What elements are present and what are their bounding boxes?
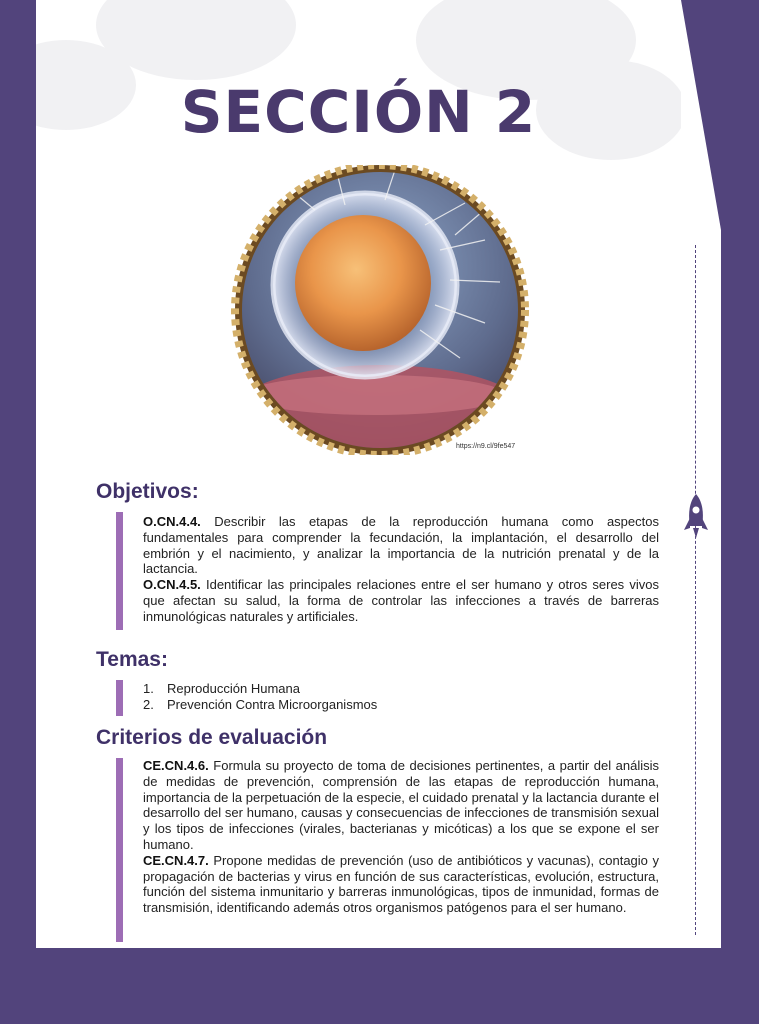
temas-heading: Temas: [96, 648, 168, 671]
objetivo-item [143, 577, 659, 624]
tema-item [143, 681, 377, 697]
rocket-icon [681, 492, 711, 542]
temas-accent-bar [116, 680, 123, 716]
objetivos-heading: Objetivos: [96, 480, 199, 503]
tema-number: 2. [143, 697, 154, 712]
dashed-guide-line [695, 245, 696, 935]
criterios-list [143, 758, 659, 916]
objetivo-code: O.CN.4.5. [143, 577, 201, 593]
egg-cell-image [225, 165, 535, 455]
objetivos-accent-bar [116, 512, 123, 630]
criterios-heading: Criterios de evaluación [96, 726, 328, 749]
page-title: SECCIÓN 2 [180, 78, 537, 146]
criterio-text: Propone medidas de prevención (uso de antibióticos y vacunas), contagio y propagación de bacterias y virus en función de sus características, evolución, estructura, función del sistema inmunitario y barreras inmunológicas, tipos de inmunidad, formas de transmisión, identificando además otros organismos patógenos para el ser humano. [143, 852, 659, 916]
criterio-code: CE.CN.4.6. [143, 758, 209, 773]
objetivos-list [143, 514, 659, 625]
tema-text: Reproducción Humana [167, 681, 300, 696]
criterio-text: Formula su proyecto de toma de decisiones pertinentes, a partir del análisis de medidas de prevención, comprensión de las etapas de reproducción humana, importancia de la perpetuación de la especie, el cuidado prenatal y la lactancia durante el desarrollo del ser humano, causas y consecuencias de infecciones de transmisión sexual y los tipos de infecciones (virales, bacterianas y micóticas) a los que se expone el ser humano. [143, 758, 659, 852]
tema-item [143, 697, 377, 713]
objetivo-code: O.CN.4.4. [143, 514, 201, 529]
tema-text: Prevención Contra Microorganismos [167, 697, 378, 712]
page-tab [681, 230, 721, 948]
page-tab-notch [681, 0, 721, 230]
temas-list [143, 681, 377, 713]
objetivo-item [143, 514, 659, 577]
objetivo-text: Describir las etapas de la reproducción humana como aspectos fundamentales para comprender la fecundación, la implantación, el desarrollo del embrión y el nacimiento, y analizar la importancia de la nutrición prenatal y de la lactancia. [143, 514, 659, 577]
objetivo-text: Identificar las principales relaciones entre el ser humano y otros seres vivos que afectan su salud, la forma de controlar las infecciones a través de barreras inmunológicas naturales y artificiales. [143, 577, 659, 624]
image-credit: https://n9.cl/9fe547 [456, 443, 516, 450]
criterio-code: CE.CN.4.7. [143, 852, 209, 868]
tema-number: 1. [143, 681, 154, 696]
criterio-item [143, 853, 659, 916]
criterios-accent-bar [116, 758, 123, 942]
criterio-item [143, 758, 659, 853]
